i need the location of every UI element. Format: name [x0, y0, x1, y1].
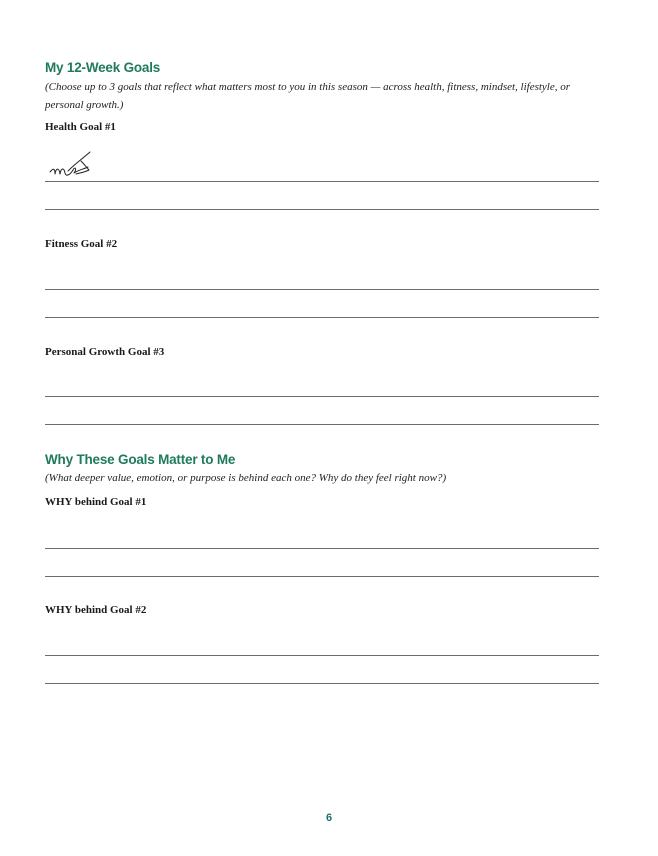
- why-goal-2-label: WHY behind Goal #2: [45, 604, 147, 616]
- goals-section-subtitle: (Choose up to 3 goals that reflect what matters most to you in this season — across health, fitness, mindset, lifestyle, or personal growth.): [45, 81, 571, 111]
- personal-growth-goal-line-2[interactable]: [45, 424, 599, 425]
- why-goal-2-line-1[interactable]: [45, 655, 599, 656]
- why-goal-1-line-1[interactable]: [45, 548, 599, 549]
- why-section-subtitle: (What deeper value, emotion, or purpose is behind each one? Why do they feel right now?): [45, 472, 447, 484]
- why-goal-1-line-2[interactable]: [45, 576, 599, 577]
- page-number: 6: [325, 812, 333, 824]
- why-goal-2-line-2[interactable]: [45, 683, 599, 684]
- personal-growth-goal-label: Personal Growth Goal #3: [45, 346, 165, 358]
- fitness-goal-line-1[interactable]: [45, 289, 599, 290]
- health-goal-label: Health Goal #1: [45, 121, 116, 133]
- personal-growth-goal-line-1[interactable]: [45, 396, 599, 397]
- why-section-title: Why These Goals Matter to Me: [45, 452, 236, 467]
- why-goal-1-label: WHY behind Goal #1: [45, 496, 147, 508]
- handwritten-signature: [48, 148, 104, 182]
- fitness-goal-label: Fitness Goal #2: [45, 238, 118, 250]
- fitness-goal-line-2[interactable]: [45, 317, 599, 318]
- health-goal-line-1[interactable]: [45, 181, 599, 182]
- health-goal-line-2[interactable]: [45, 209, 599, 210]
- goals-section-title: My 12-Week Goals: [45, 60, 161, 75]
